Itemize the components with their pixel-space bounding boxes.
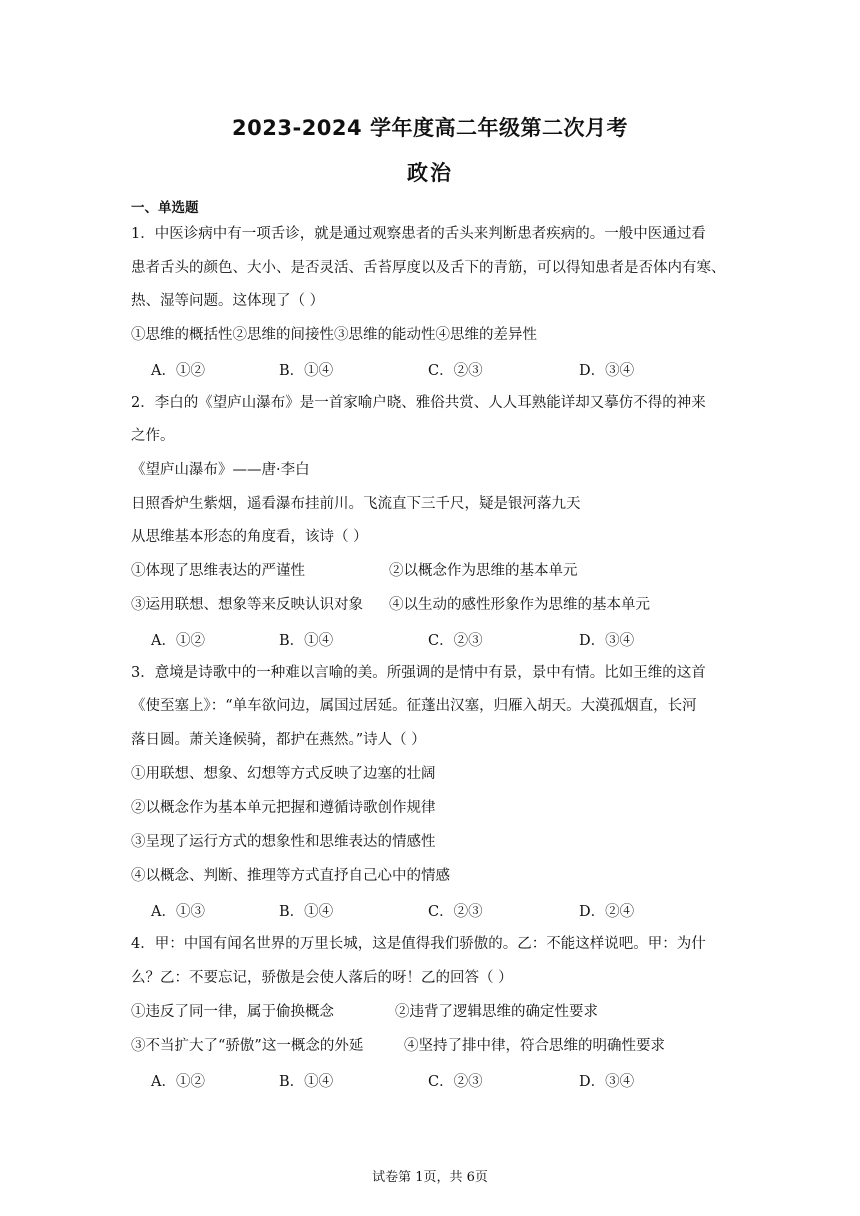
q2-poem-title: 《望庐山瀑布》——唐·李白: [131, 462, 310, 478]
q4-option-c[interactable]: C．②③: [428, 1074, 483, 1090]
q3-statement: ②以概念作为基本单元把握和遵循诗歌创作规律: [131, 800, 436, 816]
q2-statement-2: ②以概念作为思维的基本单元: [389, 563, 578, 579]
q2-option-c[interactable]: C．②③: [428, 633, 483, 649]
q1-stem-line: 1．中医诊病中有一项舌诊，就是通过观察患者的舌头来判断患者疾病的。一般中医通过看: [131, 226, 706, 242]
q3-option-b[interactable]: B．①④: [279, 904, 334, 920]
q1-option-b[interactable]: B．①④: [279, 363, 334, 379]
q1-options: [131, 359, 731, 379]
q4-stem-line: 4．甲：中国有闻名世界的万里长城，这是值得我们骄傲的。乙：不能这样说吧。甲：为什: [131, 936, 706, 952]
q2-option-a[interactable]: A．①②: [151, 633, 205, 649]
q3-statement: ①用联想、想象、幻想等方式反映了边塞的壮阔: [131, 766, 436, 782]
page-footer: 试卷第 1页，共 6页: [372, 1170, 488, 1185]
q1-option-a[interactable]: A．①②: [151, 363, 205, 379]
q4-option-b[interactable]: B．①④: [279, 1074, 334, 1090]
q2-stem-line: 之作。: [131, 428, 175, 444]
q1-stem-line: 热、湿等问题。这体现了（ ）: [131, 293, 325, 309]
q1-statements: ①思维的概括性②思维的间接性③思维的能动性④思维的差异性: [131, 327, 537, 343]
q4-options: [131, 1070, 731, 1090]
q2-statement-3: ③运用联想、想象等来反映认识对象: [131, 597, 363, 613]
q2-option-b[interactable]: B．①④: [279, 633, 334, 649]
q3-option-a[interactable]: A．①③: [151, 904, 205, 920]
q1-option-d[interactable]: D．③④: [579, 363, 635, 379]
q2-option-d[interactable]: D．③④: [579, 633, 635, 649]
q3-stem-line: 落日圆。萧关逢候骑，都护在燕然。”诗人（ ）: [131, 732, 426, 748]
q2-stem-line: 从思维基本形态的角度看，该诗（ ）: [131, 529, 368, 545]
q4-statement-4: ④坚持了排中律，符合思维的明确性要求: [404, 1038, 665, 1054]
q3-option-d[interactable]: D．②④: [579, 904, 635, 920]
q3-statement: ③呈现了运行方式的想象性和思维表达的情感性: [131, 834, 436, 850]
exam-subject: 政治: [407, 161, 453, 185]
q2-poem-text: 日照香炉生紫烟，遥看瀑布挂前川。飞流直下三千尺，疑是银河落九天: [131, 496, 581, 512]
q1-option-c[interactable]: C．②③: [428, 363, 483, 379]
q4-stem-line: 么？乙：不要忘记，骄傲是会使人落后的呀！乙的回答（ ）: [131, 970, 513, 986]
q3-stem-line: 《使至塞上》：“单车欲问边，属国过居延。征蓬出汉塞，归雁入胡天。大漠孤烟直，长河: [131, 698, 697, 714]
q2-stem-line: 2．李白的《望庐山瀑布》是一首家喻户晓、雅俗共赏、人人耳熟能详却又摹仿不得的神来: [131, 395, 706, 411]
q2-statement-row: [131, 561, 305, 581]
q4-option-d[interactable]: D．③④: [579, 1074, 635, 1090]
q4-statement-2: ②违背了逻辑思维的确定性要求: [395, 1004, 598, 1020]
q2-options: [131, 629, 731, 649]
q3-option-c[interactable]: C．②③: [428, 904, 483, 920]
section-heading: 一、单选题: [131, 200, 199, 216]
q4-option-a[interactable]: A．①②: [151, 1074, 205, 1090]
q3-stem-line: 3．意境是诗歌中的一种难以言喻的美。所强调的是情中有景，景中有情。比如王维的这首: [131, 665, 706, 681]
q4-statement-1: ①违反了同一律，属于偷换概念: [131, 1004, 334, 1020]
exam-title: 2023-2024 学年度高二年级第二次月考: [232, 116, 628, 140]
q1-stem-line: 患者舌头的颜色、大小、是否灵活、舌苔厚度以及舌下的青筋，可以得知患者是否体内有寒、: [131, 260, 726, 276]
q3-statement: ④以概念、判断、推理等方式直抒自己心中的情感: [131, 868, 450, 884]
q3-options: [131, 900, 731, 920]
q2-statement-4: ④以生动的感性形象作为思维的基本单元: [389, 597, 650, 613]
q4-statement-3: ③不当扩大了“骄傲”这一概念的外延: [131, 1038, 364, 1054]
q2-statement-1: ①体现了思维表达的严谨性: [131, 563, 305, 579]
